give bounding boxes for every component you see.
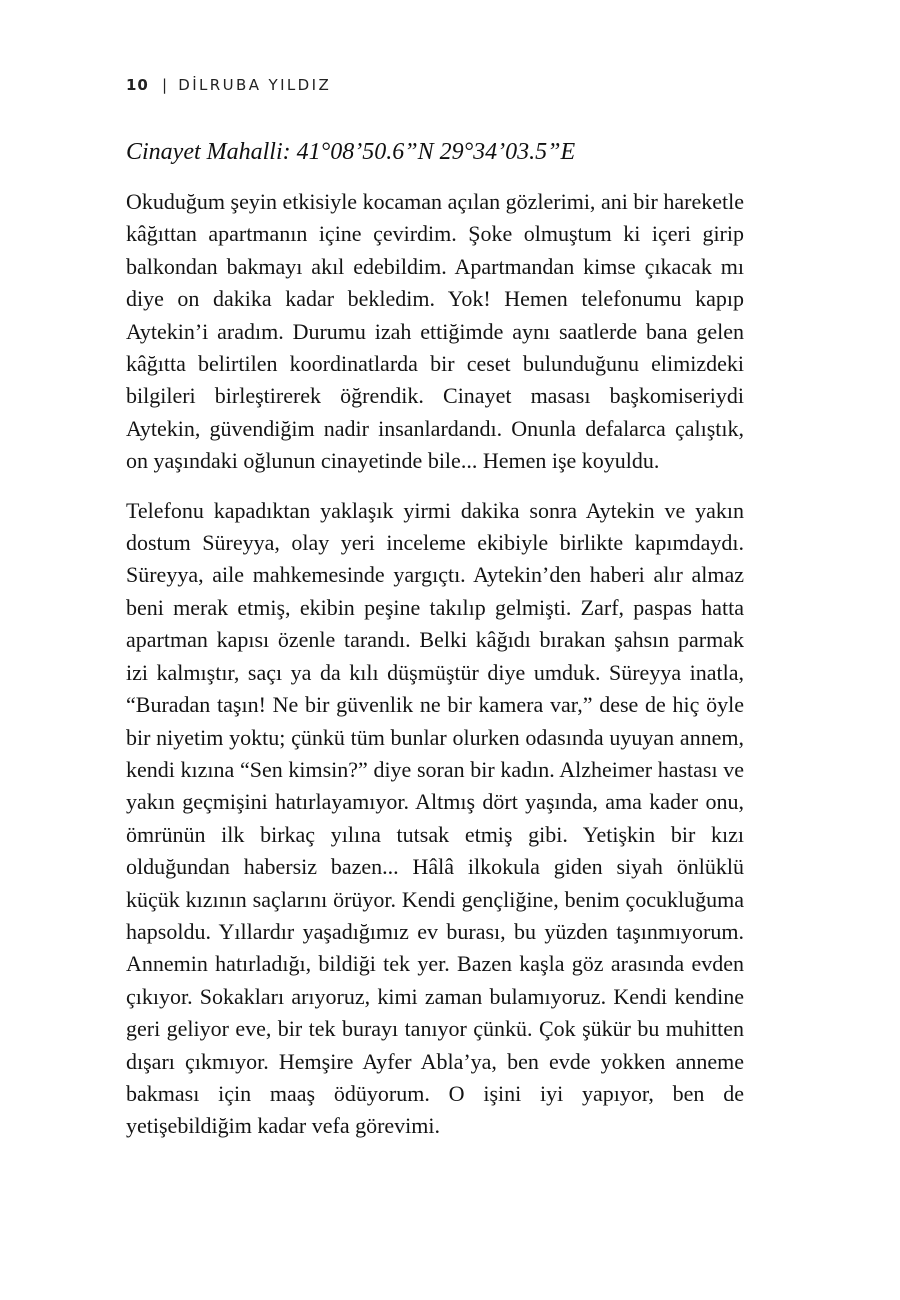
page-number: 10 xyxy=(126,76,149,94)
paragraph: Telefonu kapadıktan yaklaşık yirmi dakika sonra Aytekin ve yakın dostum Süreyya, olay yeri inceleme ekibiyle birlikte kapımdaydı. Süreyya, aile mahkemesinde yargıçtı. Aytekin’den haberi alır almaz beni merak etmiş, ekibin peşine takılıp gelmişti. Zarf, paspas hatta apartman kapısı özenle tarandı. Belki kâğıdı bırakan şahsın parmak izi kalmıştır, saçı ya da kılı düşmüştür diye umduk. Süreyya inatla, “Buradan taşın! Ne bir güvenlik ne bir kamera var,” dese de hiç öyle bir niyetim yoktu; çünkü tüm bunlar olurken odasında uyuyan annem, kendi kızına “Sen kimsin?” diye soran bir kadın. Alzheimer hastası ve yakın geçmişini hatırlayamıyor. Altmış dört yaşında, ama kader onu, ömrünün ilk birkaç yılına tutsak etmiş gibi. Yetişkin bir kızı olduğundan habersiz bazen... Hâlâ ilkokula giden siyah önlüklü küçük kızının saçlarını örüyor. Kendi gençliğine, benim çocukluğuma hapsoldu. Yıllardır yaşadığımız ev burası, bu yüzden taşınmıyorum. Annemin hatırladığı, bildiği tek yer. Bazen kaşla göz arasında evden çıkıyor. Sokakları arıyoruz, kimi zaman bulamıyoruz. Kendi kendine geri geliyor eve, bir tek burayı tanıyor çünkü. Çok şükür bu muhitten dışarı çıkmıyor. Hemşire Ayfer Abla’ya, ben evde yokken anneme bakması için maaş ödüyorum. O işini iyi yapıyor, ben de yetişebildiğim kadar vefa görevimi. xyxy=(126,497,744,1139)
header-separator: | xyxy=(162,76,168,94)
running-header xyxy=(126,76,331,94)
section-heading: Cinayet Mahalli: 41°08’50.6”N 29°34’03.5”E xyxy=(126,139,576,165)
body-text xyxy=(126,186,744,1160)
author-name: DİLRUBA YILDIZ xyxy=(178,76,332,94)
paragraph: Okuduğum şeyin etkisiyle kocaman açılan gözlerimi, ani bir hareketle kâğıttan apartmanın içine çevirdim. Şoke olmuştum ki içeri girip balkondan bakmayı akıl edebildim. Apartmandan kimse çıkacak mı diye on dakika kadar bekledim. Yok! Hemen telefonumu kapıp Aytekin’i aradım. Durumu izah ettiğimde aynı saatlerde bana gelen kâğıtta belirtilen koordinatlarda bir ceset bulunduğunu elimizdeki bilgileri birleştirerek öğrendik. Cinayet masası başkomiseriydi Aytekin, güvendiğim nadir insanlardandı. Onunla defalarca çalıştık, on yaşındaki oğlunun cinayetinde bile... Hemen işe koyuldu. xyxy=(126,189,744,474)
